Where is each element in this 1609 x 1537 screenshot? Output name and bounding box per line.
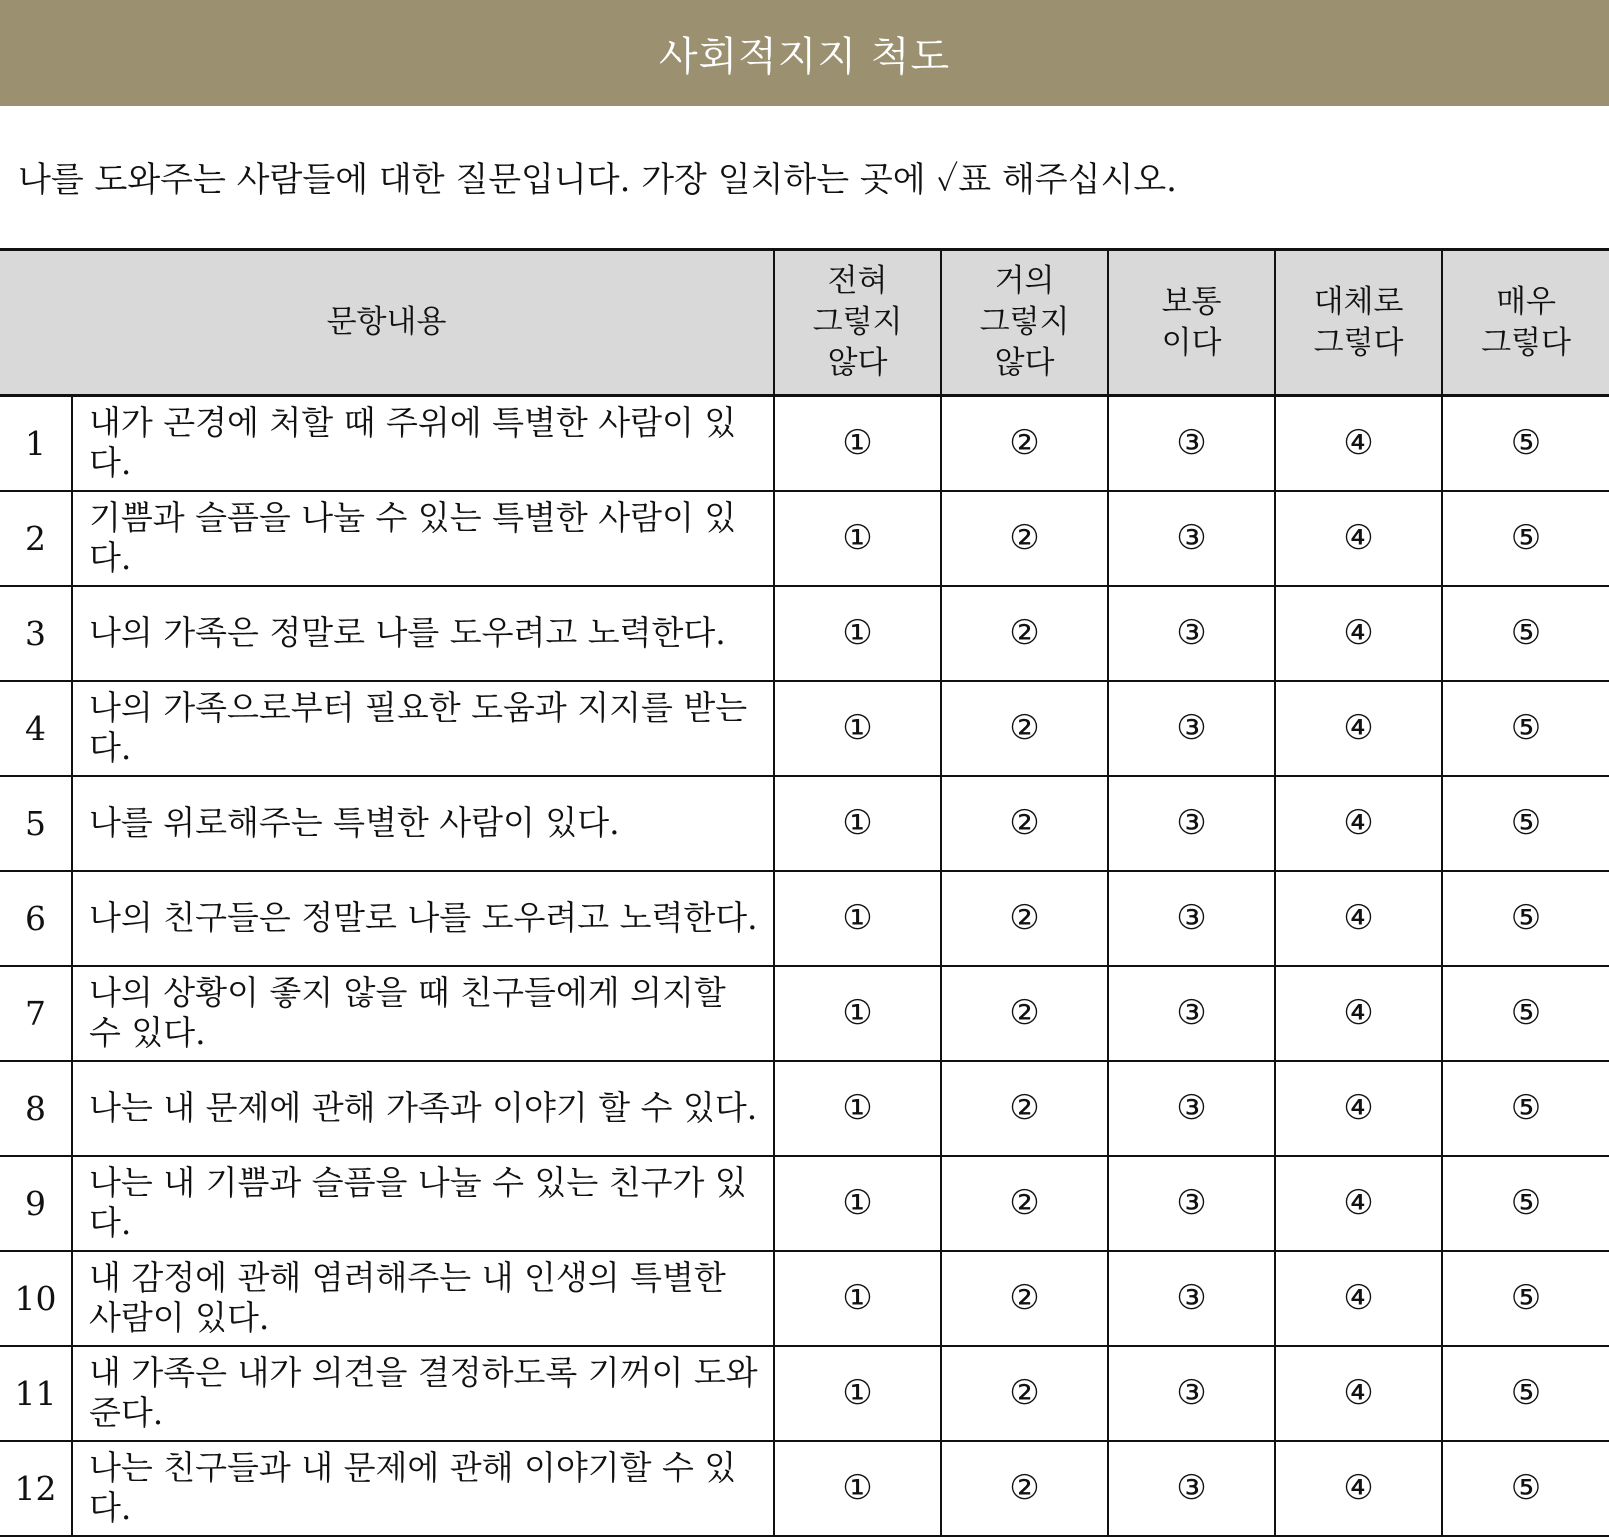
table-header — [0, 250, 1609, 396]
item-text: 내가 곤경에 처할 때 주위에 특별한 사람이 있다. — [72, 396, 774, 491]
response-option-3[interactable]: ③ — [1108, 1346, 1275, 1441]
table-row — [0, 1156, 1609, 1251]
response-option-1[interactable]: ① — [774, 491, 941, 586]
response-option-5[interactable]: ⑤ — [1442, 396, 1609, 491]
response-option-3[interactable]: ③ — [1108, 966, 1275, 1061]
response-option-2[interactable]: ② — [941, 491, 1108, 586]
table-row — [0, 776, 1609, 871]
response-option-1[interactable]: ① — [774, 966, 941, 1061]
response-option-3[interactable]: ③ — [1108, 1441, 1275, 1536]
scale-column-header-3 — [1108, 250, 1275, 396]
response-option-4[interactable]: ④ — [1275, 1251, 1442, 1346]
response-option-5[interactable]: ⑤ — [1442, 1156, 1609, 1251]
scale-header-line: 전혀 — [827, 263, 888, 299]
response-option-2[interactable]: ② — [941, 1156, 1108, 1251]
scale-header-line: 이다 — [1161, 324, 1222, 361]
item-number: 4 — [0, 681, 72, 776]
response-option-2[interactable]: ② — [941, 966, 1108, 1061]
response-option-4[interactable]: ④ — [1275, 966, 1442, 1061]
response-option-2[interactable]: ② — [941, 1251, 1108, 1346]
scale-header-line: 그렇지 — [812, 304, 903, 340]
response-option-2[interactable]: ② — [941, 681, 1108, 776]
scale-column-header-5 — [1442, 250, 1609, 396]
item-text: 나는 친구들과 내 문제에 관해 이야기할 수 있다. — [72, 1441, 774, 1536]
scale-header-line: 그렇다 — [1481, 324, 1571, 361]
scale-header-line: 않다 — [994, 345, 1055, 381]
response-option-1[interactable]: ① — [774, 1346, 941, 1441]
item-number: 3 — [0, 586, 72, 681]
item-text: 나의 상황이 좋지 않을 때 친구들에게 의지할 수 있다. — [72, 966, 774, 1061]
response-option-3[interactable]: ③ — [1108, 681, 1275, 776]
item-number: 11 — [0, 1346, 72, 1441]
table-row — [0, 586, 1609, 681]
response-option-4[interactable]: ④ — [1275, 491, 1442, 586]
response-option-3[interactable]: ③ — [1108, 491, 1275, 586]
table-row — [0, 1441, 1609, 1536]
table-body — [0, 396, 1609, 1536]
response-option-3[interactable]: ③ — [1108, 871, 1275, 966]
response-option-1[interactable]: ① — [774, 1251, 941, 1346]
item-number: 12 — [0, 1441, 72, 1536]
response-option-3[interactable]: ③ — [1108, 776, 1275, 871]
response-option-4[interactable]: ④ — [1275, 681, 1442, 776]
table-row — [0, 1346, 1609, 1441]
item-number: 1 — [0, 396, 72, 491]
response-option-4[interactable]: ④ — [1275, 396, 1442, 491]
response-option-1[interactable]: ① — [774, 586, 941, 681]
table-row — [0, 1251, 1609, 1346]
social-support-scale-table — [0, 248, 1609, 1537]
response-option-1[interactable]: ① — [774, 1156, 941, 1251]
response-option-3[interactable]: ③ — [1108, 586, 1275, 681]
table-row — [0, 871, 1609, 966]
response-option-2[interactable]: ② — [941, 871, 1108, 966]
item-number: 10 — [0, 1251, 72, 1346]
response-option-5[interactable]: ⑤ — [1442, 1441, 1609, 1536]
response-option-5[interactable]: ⑤ — [1442, 1251, 1609, 1346]
response-option-5[interactable]: ⑤ — [1442, 776, 1609, 871]
item-number: 2 — [0, 491, 72, 586]
item-text: 나를 위로해주는 특별한 사람이 있다. — [72, 776, 774, 871]
scale-header-line: 매우 — [1496, 283, 1556, 320]
response-option-4[interactable]: ④ — [1275, 586, 1442, 681]
item-text: 나의 가족으로부터 필요한 도움과 지지를 받는다. — [72, 681, 774, 776]
response-option-2[interactable]: ② — [941, 586, 1108, 681]
response-option-4[interactable]: ④ — [1275, 1346, 1442, 1441]
response-option-5[interactable]: ⑤ — [1442, 681, 1609, 776]
scale-header-line: 대체로 — [1313, 283, 1404, 320]
item-number: 5 — [0, 776, 72, 871]
item-text: 기쁨과 슬픔을 나눌 수 있는 특별한 사람이 있다. — [72, 491, 774, 586]
response-option-4[interactable]: ④ — [1275, 1441, 1442, 1536]
table-row — [0, 966, 1609, 1061]
response-option-1[interactable]: ① — [774, 776, 941, 871]
item-text: 내 감정에 관해 염려해주는 내 인생의 특별한 사람이 있다. — [72, 1251, 774, 1346]
title-bar — [0, 0, 1609, 106]
item-text: 내 가족은 내가 의견을 결정하도록 기꺼이 도와준다. — [72, 1346, 774, 1441]
item-number: 6 — [0, 871, 72, 966]
item-number: 8 — [0, 1061, 72, 1156]
table-row — [0, 491, 1609, 586]
response-option-1[interactable]: ① — [774, 1441, 941, 1536]
response-option-1[interactable]: ① — [774, 871, 941, 966]
response-option-2[interactable]: ② — [941, 1441, 1108, 1536]
response-option-4[interactable]: ④ — [1275, 871, 1442, 966]
response-option-1[interactable]: ① — [774, 396, 941, 491]
item-text: 나의 가족은 정말로 나를 도우려고 노력한다. — [72, 586, 774, 681]
response-option-5[interactable]: ⑤ — [1442, 966, 1609, 1061]
response-option-2[interactable]: ② — [941, 1061, 1108, 1156]
scale-header-line: 보통 — [1161, 283, 1222, 320]
response-option-3[interactable]: ③ — [1108, 396, 1275, 491]
item-number: 7 — [0, 966, 72, 1061]
response-option-3[interactable]: ③ — [1108, 1156, 1275, 1251]
scale-column-header-2 — [941, 250, 1108, 396]
response-option-5[interactable]: ⑤ — [1442, 586, 1609, 681]
response-option-5[interactable]: ⑤ — [1442, 1061, 1609, 1156]
response-option-2[interactable]: ② — [941, 396, 1108, 491]
table-row — [0, 396, 1609, 491]
scale-header-line: 그렇다 — [1313, 324, 1404, 361]
response-option-3[interactable]: ③ — [1108, 1251, 1275, 1346]
response-option-1[interactable]: ① — [774, 681, 941, 776]
response-option-1[interactable]: ① — [774, 1061, 941, 1156]
item-number: 9 — [0, 1156, 72, 1251]
response-option-4[interactable]: ④ — [1275, 1061, 1442, 1156]
response-option-2[interactable]: ② — [941, 776, 1108, 871]
table-row — [0, 1061, 1609, 1156]
response-option-5[interactable]: ⑤ — [1442, 871, 1609, 966]
instruction-text: 나를 도와주는 사람들에 대한 질문입니다. 가장 일치하는 곳에 ✓표 해주십시오. — [18, 160, 1177, 200]
item-text: 나는 내 기쁨과 슬픔을 나눌 수 있는 친구가 있다. — [72, 1156, 774, 1251]
table-row — [0, 681, 1609, 776]
response-option-5[interactable]: ⑤ — [1442, 491, 1609, 586]
scale-header-line: 거의 — [994, 263, 1055, 299]
response-option-2[interactable]: ② — [941, 1346, 1108, 1441]
content-column-header: 문항내용 — [0, 250, 774, 396]
page-title: 사회적지지 척도 — [658, 33, 951, 80]
scale-column-header-4 — [1275, 250, 1442, 396]
scale-header-line: 않다 — [827, 345, 888, 381]
response-option-5[interactable]: ⑤ — [1442, 1346, 1609, 1441]
response-option-4[interactable]: ④ — [1275, 776, 1442, 871]
response-option-4[interactable]: ④ — [1275, 1156, 1442, 1251]
item-text: 나의 친구들은 정말로 나를 도우려고 노력한다. — [72, 871, 774, 966]
scale-column-header-1 — [774, 250, 941, 396]
scale-header-line: 그렇지 — [979, 304, 1070, 340]
item-text: 나는 내 문제에 관해 가족과 이야기 할 수 있다. — [72, 1061, 774, 1156]
response-option-3[interactable]: ③ — [1108, 1061, 1275, 1156]
